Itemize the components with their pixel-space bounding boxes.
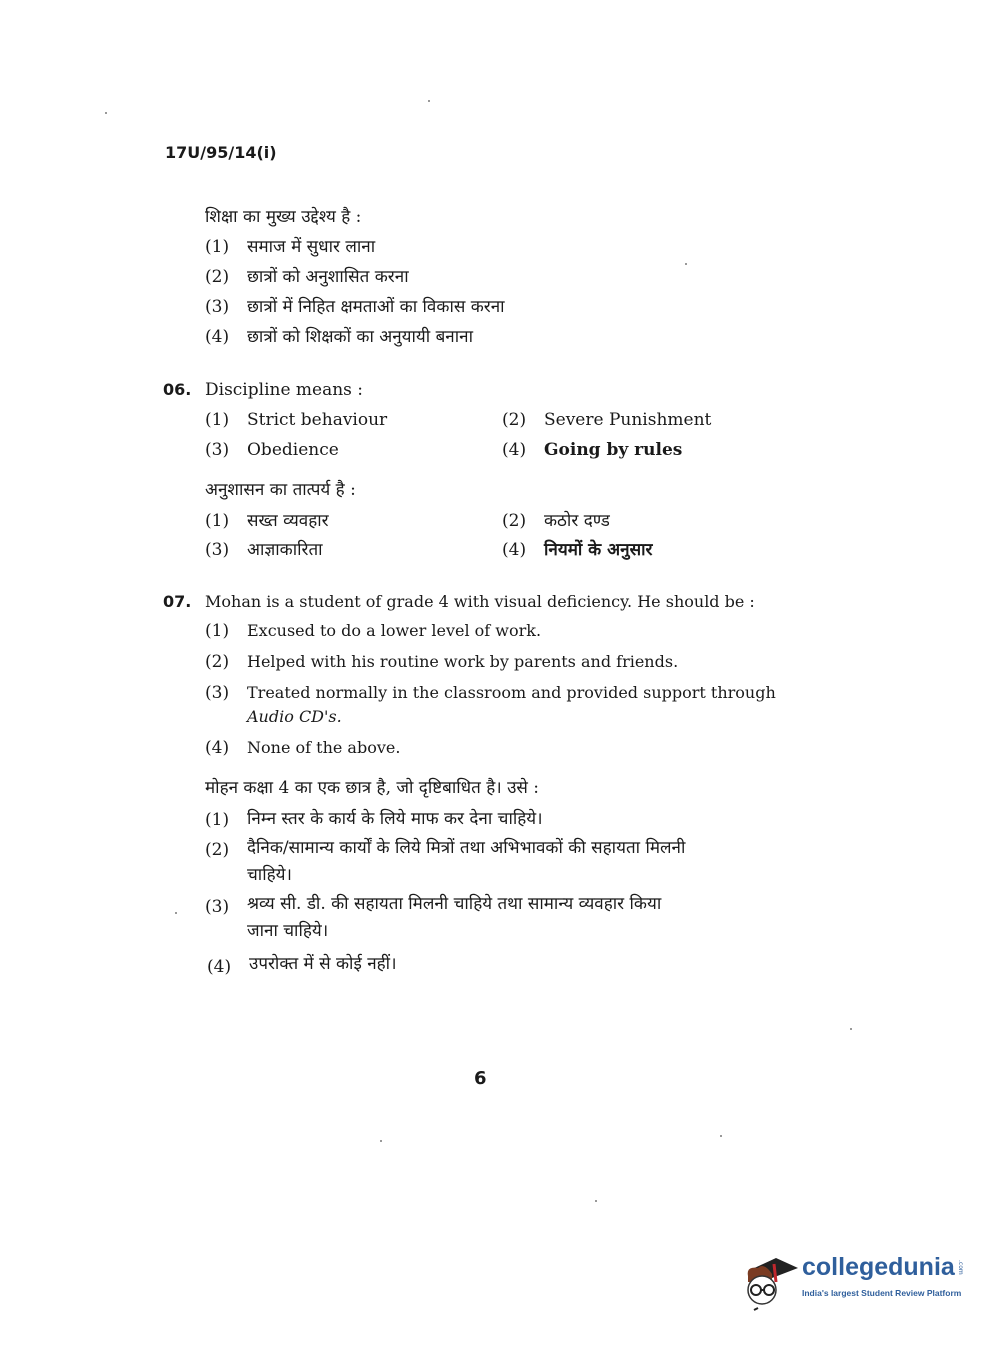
option-text: श्रव्य सी. डी. की सहायता मिलनी चाहिये तथा सामान्य व्यवहार किया (247, 894, 662, 914)
option-text: छात्रों में निहित क्षमताओं का विकास करना (247, 297, 505, 317)
logo-wordmark: collegedunia (802, 1253, 955, 1281)
option-text: छात्रों को अनुशासित करना (247, 267, 409, 287)
collegedunia-logo (742, 1252, 964, 1314)
question-stem-hindi: अनुशासन का तात्पर्य है : (205, 480, 356, 500)
option-text: नियमों के अनुसार (544, 540, 653, 560)
option-text-continued: जाना चाहिये। (247, 921, 329, 941)
option-number: (3) (205, 683, 230, 703)
mascot-icon (742, 1252, 800, 1312)
question-number: 06. (163, 380, 192, 399)
option-number: (1) (205, 621, 230, 641)
option-number: (1) (205, 410, 230, 430)
logo-suffix: .com (956, 1260, 964, 1275)
option-number: (1) (205, 237, 230, 257)
option-text: निम्न स्तर के कार्य के लिये माफ कर देना चाहिये। (247, 809, 543, 829)
option-number: (4) (502, 540, 527, 560)
option-text: Obedience (247, 440, 339, 460)
option-text: Going by rules (544, 440, 683, 460)
option-number: (4) (205, 327, 230, 347)
option-number: (2) (205, 840, 230, 860)
option-number: (4) (205, 738, 230, 758)
question-stem: Mohan is a student of grade 4 with visual deficiency. He should be : (205, 592, 755, 611)
option-text: Treated normally in the classroom and provided support through (247, 683, 776, 702)
option-text: सख्त व्यवहार (247, 511, 329, 531)
question-stem: Discipline means : (205, 380, 364, 400)
option-number: (2) (502, 511, 527, 531)
page-number: 6 (474, 1068, 487, 1089)
option-text: आज्ञाकारिता (247, 540, 323, 560)
option-number: (3) (205, 540, 230, 560)
option-text: समाज में सुधार लाना (247, 237, 376, 257)
option-number: (2) (205, 267, 230, 287)
option-text: Excused to do a lower level of work. (247, 621, 542, 640)
option-number: (3) (205, 440, 230, 460)
paper-code: 17U/95/14(i) (165, 143, 277, 162)
option-number: (3) (205, 897, 230, 917)
option-text-continued: चाहिये। (247, 865, 292, 885)
option-text: None of the above. (247, 738, 401, 757)
option-text: छात्रों को शिक्षकों का अनुयायी बनाना (247, 327, 473, 347)
option-number: (3) (205, 297, 230, 317)
question-stem-hindi: मोहन कक्षा 4 का एक छात्र है, जो दृष्टिबाधित है। उसे : (205, 778, 540, 798)
option-text-continued: Audio CD's. (247, 707, 342, 726)
option-number: (4) (207, 957, 232, 977)
option-text: Strict behaviour (247, 410, 388, 430)
logo-tagline: India's largest Student Review Platform (802, 1288, 962, 1298)
option-number: (1) (205, 810, 230, 830)
option-text: कठोर दण्ड (544, 511, 610, 531)
option-number: (4) (502, 440, 527, 460)
option-number: (2) (205, 652, 230, 672)
option-text: दैनिक/सामान्य कार्यों के लिये मित्रों तथा अभिभावकों की सहायता मिलनी (247, 838, 686, 858)
q05-hindi-stem: शिक्षा का मुख्य उद्देश्य है : (205, 207, 362, 227)
option-text: Severe Punishment (544, 410, 712, 430)
option-number: (1) (205, 511, 230, 531)
option-number: (2) (502, 410, 527, 430)
question-number: 07. (163, 592, 192, 611)
option-text: उपरोक्त में से कोई नहीं। (249, 954, 397, 974)
option-text: Helped with his routine work by parents and friends. (247, 652, 679, 671)
